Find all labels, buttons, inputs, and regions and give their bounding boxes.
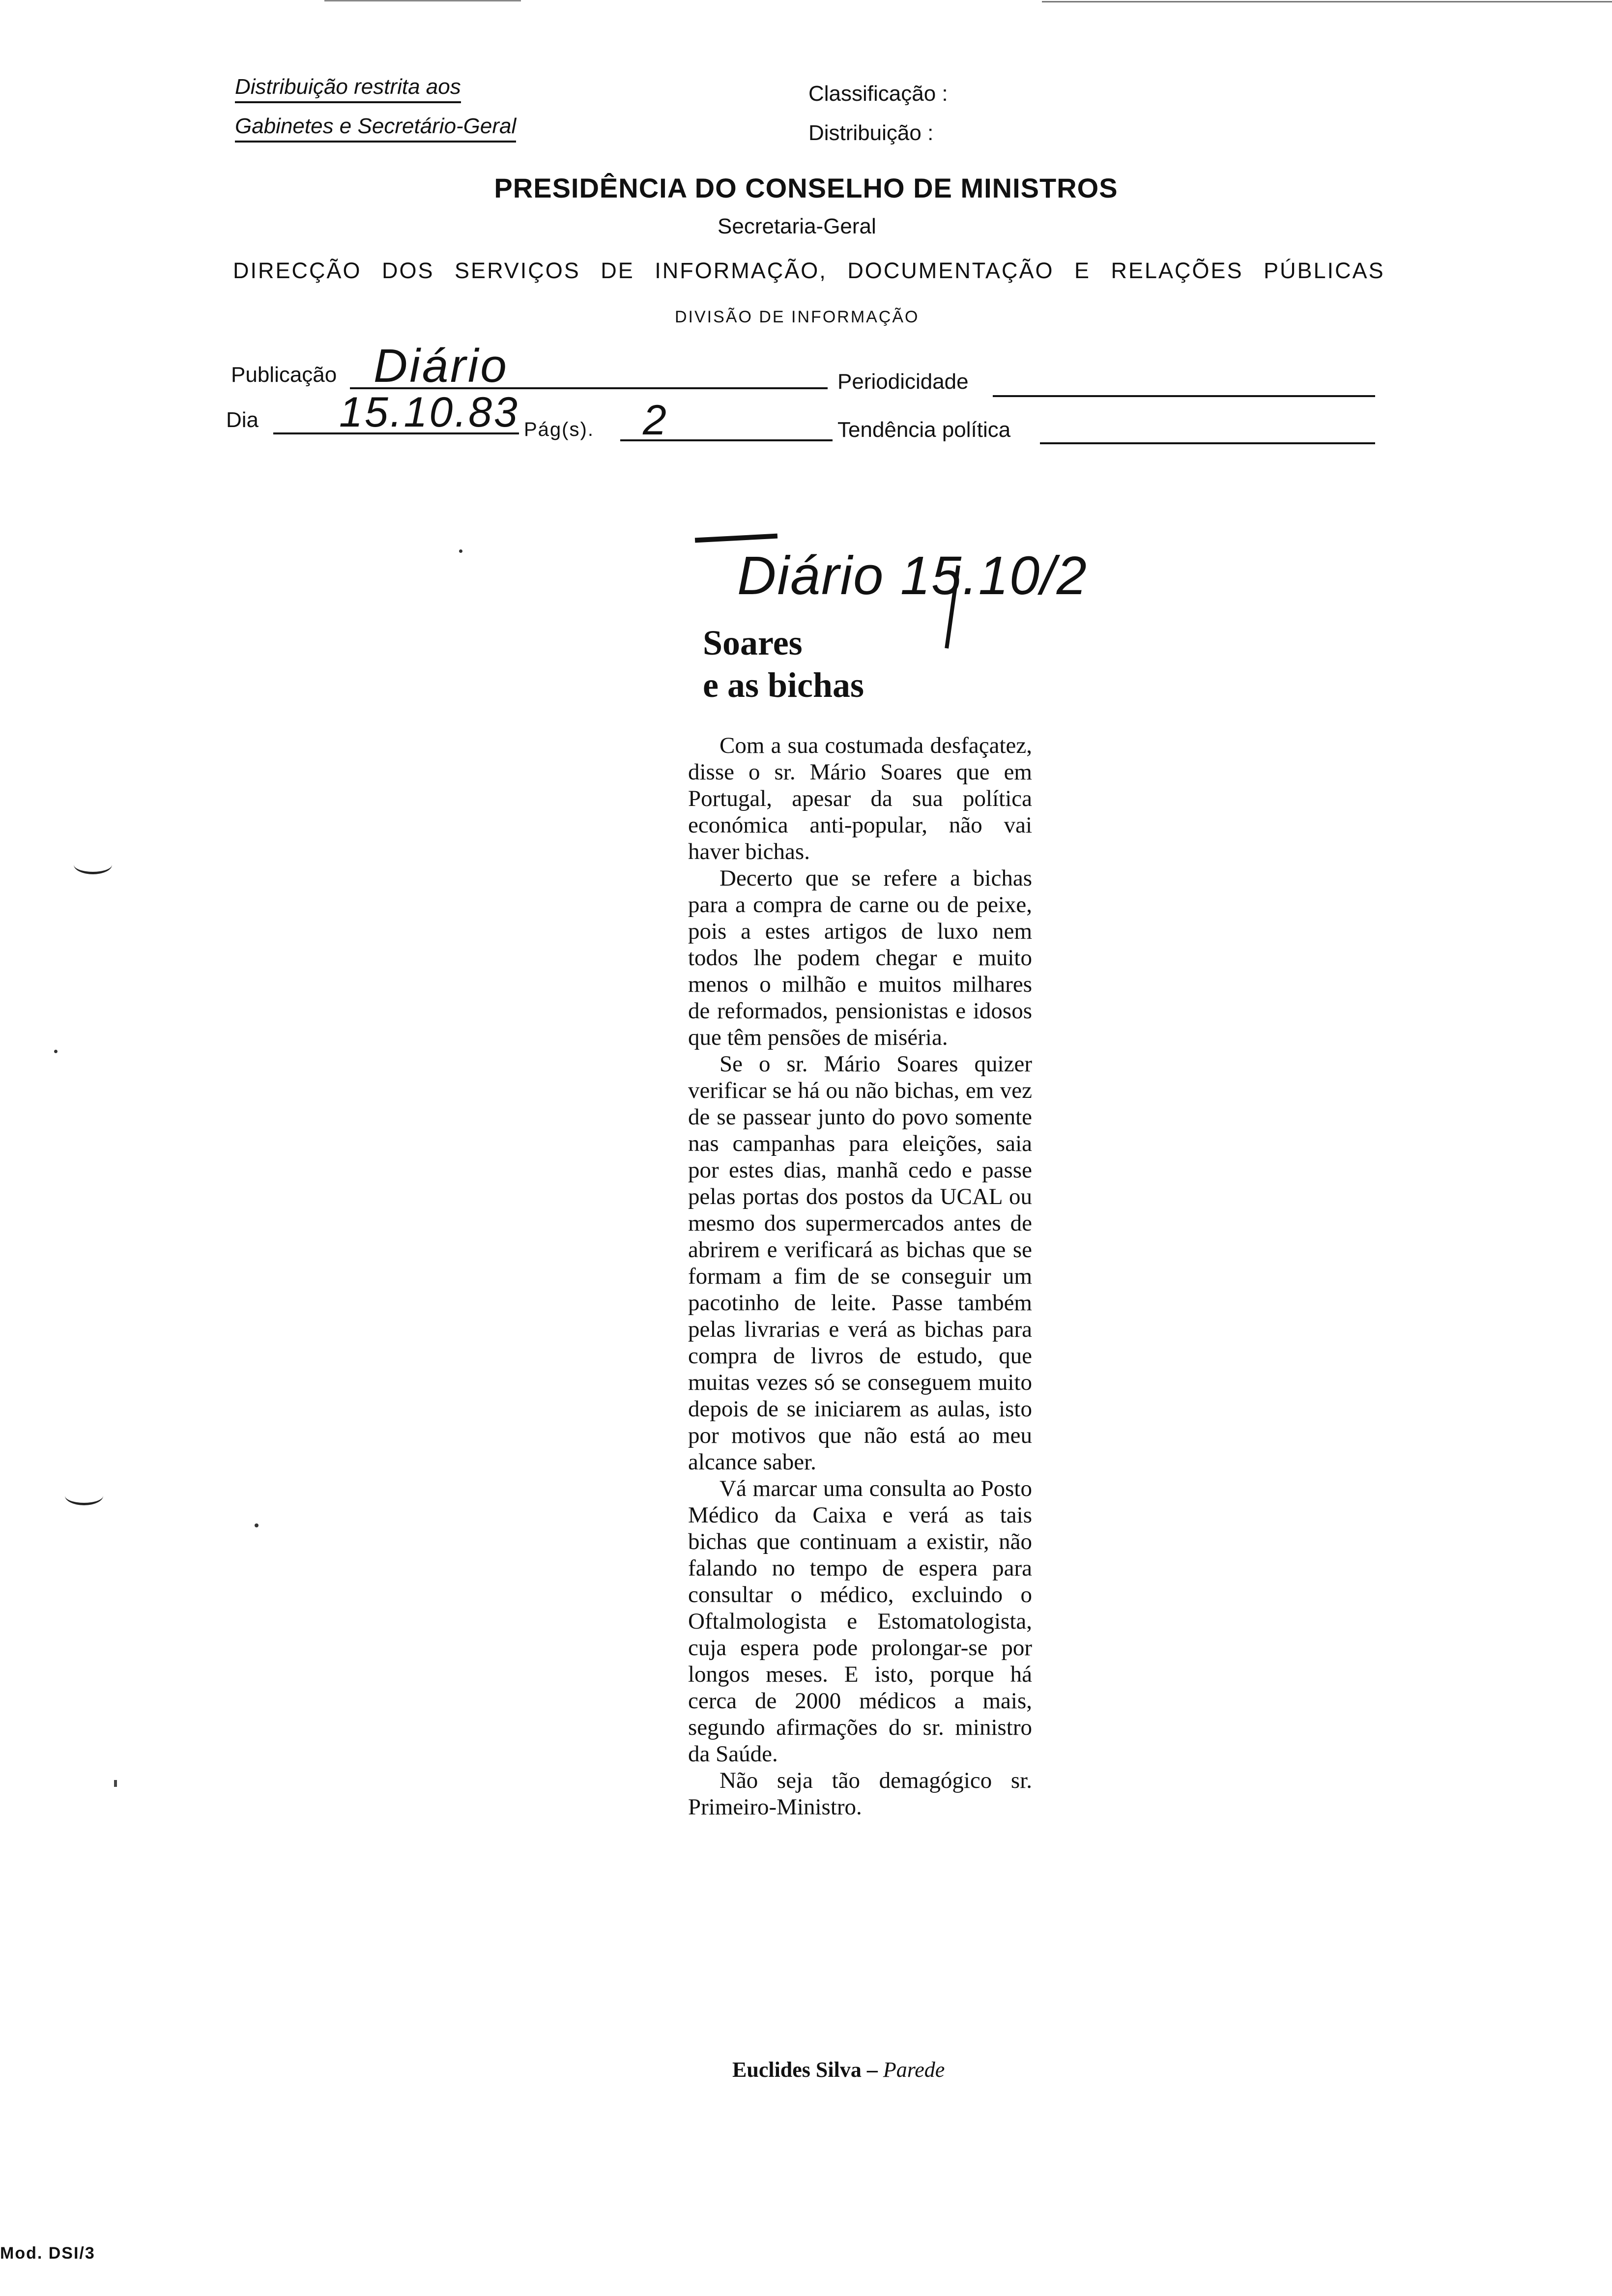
clipping-source-handwritten: Diário 15.10/2 <box>737 545 1088 606</box>
periodicidade-label: Periodicidade <box>837 370 969 394</box>
publicacao-label: Publicação <box>231 363 337 387</box>
dia-handwritten: 15.10.83 <box>339 389 519 436</box>
scan-speck <box>255 1523 259 1527</box>
pags-label: Pág(s). <box>524 419 594 440</box>
article-paragraph-2: Decerto que se refere a bichas para a compra de carne ou de peixe, pois a estes artigos de luxo nem todos lhe podem chegar e muito menos o milhão e muitos milhares de reformados, pensionistas e idosos que têm pensões de miséria. <box>688 865 1032 1050</box>
periodicidade-line <box>993 395 1375 397</box>
scan-edge-line-left <box>324 0 521 1</box>
punch-hole-mark-bottom <box>65 1486 103 1505</box>
article-body <box>688 732 1032 1820</box>
org-title: PRESIDÊNCIA DO CONSELHO DE MINISTROS <box>494 172 1118 203</box>
tendencia-line <box>1040 442 1375 444</box>
restricted-distribution-line2: Gabinetes e Secretário-Geral <box>235 114 516 143</box>
direccao-servicos: DIRECÇÃO DOS SERVIÇOS DE INFORMAÇÃO, DOCUMENTAÇÃO E RELAÇÕES PÚBLICAS <box>233 258 1385 283</box>
signature-place: Parede <box>883 2058 945 2082</box>
signature-dash: – <box>866 2058 878 2082</box>
article-signature <box>732 2057 945 2082</box>
distribuicao-label: Distribuição : <box>808 121 934 145</box>
dia-label: Dia <box>226 408 259 432</box>
handwritten-stroke-mark <box>695 534 777 543</box>
article-paragraph-4: Vá marcar uma consulta ao Posto Médico da Caixa e verá as tais bichas que continuam a existir, não falando no tempo de espera para consultar o médico, excluindo o Oftalmologista e Estomatologista, cuja espera pode prolongar-se por longos meses. E isto, porque há cerca de 2000 médicos a mais, segundo afirmações do sr. ministro da Saúde. <box>688 1476 1032 1767</box>
scan-speck <box>459 549 462 553</box>
secretaria-geral: Secretaria-Geral <box>718 214 876 238</box>
headline-line2: e as bichas <box>703 665 864 705</box>
tendencia-label: Tendência política <box>837 418 1011 442</box>
model-code: Mod. DSI/3 <box>0 2244 95 2263</box>
headline-line1: Soares <box>703 623 803 662</box>
article-paragraph-1: Com a sua costumada desfaçatez, disse o sr. Mário Soares que em Portugal, apesar da sua política económica anti-popular, não vai haver bichas. <box>688 733 1032 864</box>
signature-name: Euclides Silva <box>732 2058 862 2082</box>
punch-hole-mark-top <box>74 855 112 874</box>
article-paragraph-3: Se o sr. Mário Soares quizer verificar se há ou não bichas, em vez de se passear junto do povo somente nas campanhas para eleições, saia por estes dias, manhã cedo e passe pelas portas dos postos da UCAL ou mesmo dos supermercados antes de abrirem e verificará as bichas que se formam a fim de se conseguir um pacotinho de leite. Passe também pelas livrarias e verá as bichas para compra de livros de estudo, que muitas vezes só se conseguem muito depois de se iniciarem as aulas, isto por motivos que não está ao meu alcance saber. <box>688 1051 1032 1475</box>
publicacao-handwritten: Diário <box>374 340 509 392</box>
divisao-informacao: DIVISÃO DE INFORMAÇÃO <box>675 308 920 326</box>
classificacao-label: Classificação : <box>808 82 948 106</box>
scan-speck <box>114 1780 117 1787</box>
scan-edge-line-right <box>1042 1 1612 2</box>
pags-handwritten: 2 <box>643 397 668 444</box>
restricted-distribution-line1: Distribuição restrita aos <box>235 75 461 103</box>
article-paragraph-5: Não seja tão demagógico sr. Primeiro-Ministro. <box>688 1768 1032 1820</box>
scan-speck <box>54 1050 58 1053</box>
